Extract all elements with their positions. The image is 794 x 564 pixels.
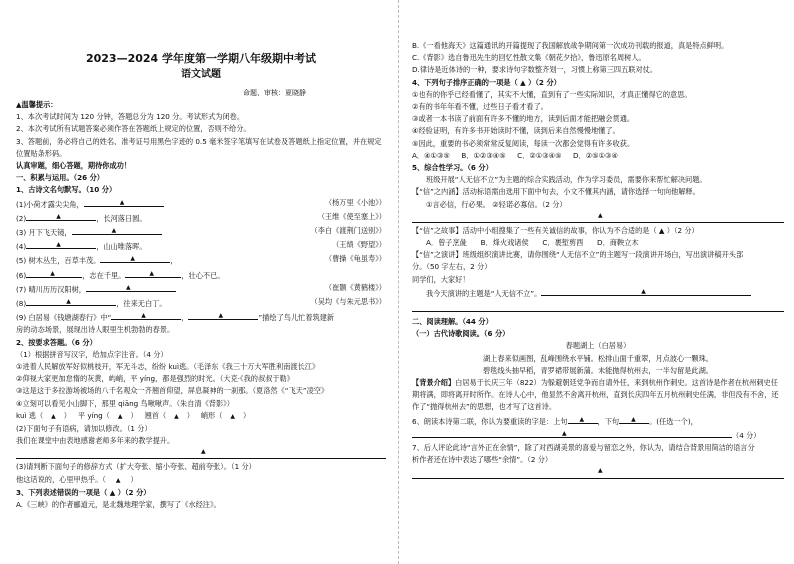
q1-item: (2) ▲ ，长河落日圆。 （王维《使至塞上》） (16, 211, 386, 223)
answer-blank[interactable]: ▲ (26, 239, 96, 249)
q4-options: A．④①③⑤ B．①②③④⑤ C．②①③④⑤ D．②⑤①③④ (412, 150, 618, 160)
answer-blank[interactable]: ▲ (100, 253, 170, 263)
q5-p3b: 分。（50 字左右，2 分） (412, 262, 492, 272)
notice-slogan: 认真审题，细心答题，期待你成功！ (16, 161, 132, 171)
q2-heading: 2、按要求答题。（6 分） (16, 337, 97, 347)
notice-heading: ▲温馨提示： (16, 100, 58, 109)
answer-line[interactable]: ▲ (16, 448, 386, 459)
q2-sub: (3)请判断下面句子的修辞方式（扩大夸张、缩小夸张、超前夸张）。（1 分） (16, 462, 256, 472)
q1-item: 房的动态场景，展现出诗人眼里生机勃勃的春景。 (16, 325, 175, 335)
answer-blank[interactable]: ▲ (541, 286, 751, 296)
q1-item: (3) 月下飞天镜， ▲ （李白《渡荆门送别》） (16, 226, 386, 238)
answer-line[interactable] (412, 301, 784, 312)
notice-item: 3、答题前，务必将自己的姓名、准考证号用黑色字迹的 0.5 毫米签字笔填写在试卷及答题纸上指定位置，并在规定位置贴条形码。 (16, 136, 382, 158)
answer-blank[interactable]: ▲ (111, 310, 181, 320)
q4-item: ④经验证明，有许多书开始读时不懂，读到后来自然慢慢地懂了。 (412, 126, 620, 136)
q7: 7、后人评论此诗“言外正在余情”，除了对西湖美景的喜爱与留恋之外，你认为，请结合背景用简洁的语言分 (412, 443, 755, 453)
q2-line: ④立刻可以看见小山脚下，那里 qiāng 鸟啾啾声。（朱自清《背影》） (16, 398, 234, 408)
pinyin-answers: kuì 逃（ ▲ ） 平 yíng（ ▲ ） 翘首（ ▲ ） 峭形（ ▲ ） (16, 410, 251, 420)
background-intro: 【背景介绍】白居易于长庆三年（822）为躲避朝廷党争而自请外任，来到杭州作刺史。这首诗是作者在杭州刺史任期将满，即将离开时所作。在诗人心中，他显然不舍离开杭州，直到长庆四年五月杭州刺史任满，非但没有不舍，还作了“抛得杭州去”的思想，也才写了这首诗。 (412, 378, 779, 412)
answer-blank[interactable]: ▲ (125, 268, 181, 278)
q2-sentence: 他这话说的，心里甲热乎。（ ▲ ） (16, 474, 138, 484)
q4-item: ③或者一本书读了前面有许多不懂的地方，读到后面才能把融会贯通。 (412, 114, 635, 124)
q2-line: ①进着人民解放军好似桃枝开，军无斗志，纷纷 kuì逃。（毛泽东《我三十万大军胜利南渡长江》 (16, 362, 320, 372)
answer-line[interactable]: ▲ (412, 468, 784, 479)
q3-option-c: C.《背影》选自鲁迅先生的回忆性散文集《朝花夕拾》，鲁迅原名周树人。 (412, 53, 646, 63)
q2-line: ②仰视大家更加怠惰的灰黄，屿峭，平 yíng，都是强烈的时光。（大克·《我的叔叔于勒》 (16, 374, 294, 384)
q5-greet: 同学们，大家好！ (412, 274, 470, 284)
fold-line (398, 0, 399, 564)
q7b: 析作者还在诗中表达了哪些“余情”。（2 分） (412, 455, 553, 465)
answer-blank[interactable]: ▲ (26, 268, 82, 278)
q1-item: (1)小荷才露尖尖角， ▲ （杨万里《小池》） (16, 197, 386, 209)
q3-option-a: A.《三峡》的作者郦道元，是北魏地理学家，撰写了《水经注》。 (16, 500, 221, 510)
q3-option-b: B.《一看他海天》这篇通讯的开篇提现了我国解放战争期间第一次成功刊载的报道，真是特点鲜明。 (412, 41, 729, 50)
q4-item: ⑤因此，重要的书必须常常反复阅读，每读一次都会觉得有许多收获。 (412, 138, 635, 148)
left-column (16, 36, 386, 511)
answer-blank[interactable]: ▲ (619, 414, 649, 424)
answer-line[interactable]: ▲ (412, 212, 784, 223)
q2-line: ③这是这于多拉游场被场的八千名观众一齐翘首仰望，屏息凝神的一刹那。（夏洛然《“飞天”凌空》 (16, 386, 329, 396)
q2-sub: (2)下面句子有语病，请加以修改。（1 分） (16, 424, 152, 434)
q5-p2-options: A．曾子烹彘 B．烽火戏诸侯 C．裹堑剪酉 D．商鞅立木 (426, 238, 639, 248)
q3-heading: 3、下列表述错误的一项是（ ▲ ）（2 分） (16, 487, 151, 497)
answer-blank[interactable]: ▲ (72, 225, 162, 235)
answer-blank[interactable]: ▲ (26, 211, 96, 221)
q1-heading: 1、古诗文名句默写。（10 分） (16, 185, 117, 195)
q1-item: (6) ▲ ，志在千里。 ▲ ，壮心不已。 (16, 269, 225, 280)
answer-blank[interactable]: ▲ (26, 296, 116, 306)
q4-item: ①也有的你乎已经看懂了，其实不大懂，直到有了一些实际知识，才真正懂得它的意思。 (412, 89, 692, 99)
q5-theme: 我今天演讲的主题是“人无信不立”。 ▲ (412, 286, 784, 300)
part2-sub: （一）古代诗歌阅读。（6 分） (412, 329, 510, 339)
q2-sentence: 我们在课堂中由表地感谢老师多年来的教学提升。 (16, 436, 175, 446)
q1-item: (4) ▲ ，山山唯落晖。 （王绩《野望》） (16, 240, 386, 252)
part2-heading: 二、阅读理解。（44 分） (412, 317, 493, 327)
q4-heading: 4、下列句子排序正确的一项是（ ▲ ）（2 分） (412, 77, 561, 87)
q6-answer: ▲ （4 分） (412, 428, 784, 442)
authors: 命题、审核：夏晓静 (243, 89, 306, 97)
q1-item: (9) 白居易《钱塘湖春行》中“ ▲ ， ▲ ”描绘了鸟儿忙着筑建新 (16, 312, 335, 323)
q1-item: (7) 晴川历历汉阳树， ▲ （崔颢《黄鹤楼》） (16, 282, 386, 294)
exam-title: 2023—2024 学年度第一学期八年级期中考试 (85, 52, 317, 65)
q1-item: (8) ▲ ，往来无白丁。 （吴均《与朱元思书》） (16, 297, 386, 309)
answer-blank[interactable]: ▲ (568, 414, 598, 424)
q4-item: ②有的书年年看不懂，过些日子看才看了。 (412, 102, 548, 112)
q5-p1-options: ①言必信，行必果。 ②轻诺必寡信。（2 分） (426, 199, 567, 209)
q6: 6、朗读本诗第二联，你认为要重读的字是：上句 ▲ ，下句 ▲ 。(任选一个)， (412, 415, 698, 426)
q5-intro: 班级开展“人无信不立”为主题的综合实践活动，作为学习委员，需要你来帮忙解决问题。 (426, 175, 707, 185)
q3-option-d: D.律诗是近体诗的一种，要求诗句字数整齐划一，习惯上称第三四五联对仗。 (412, 65, 658, 75)
poem-line: 湖上春来似画图，乱峰围绕水平铺。松排山面千重翠，月点波心一颗珠。 (482, 353, 713, 363)
poem-title: 春题湖上（白居易） (565, 341, 631, 351)
q2-sub: （1）根据拼音写汉字，给加点字注音。（4 分） (16, 349, 168, 359)
answer-blank[interactable]: ▲ (188, 310, 258, 320)
right-column (412, 40, 784, 481)
part1-heading: 一、积累与运用。（26 分） (16, 173, 104, 183)
exam-subtitle: 语文试题 (181, 69, 221, 80)
q5-p1: 【“信”之内涵】活动标语需由选用下面中句去，小文不懂其内涵，请你选择一句向他解释。 (412, 187, 700, 197)
notice-item: 2、本次考试所有试题答案必须作答在答题纸上规定的位置，否则不给分。 (16, 124, 251, 134)
answer-blank[interactable]: ▲ (86, 282, 176, 292)
q5-p3: 【“信”之演讲】班级组织演讲比赛，请你围绕“人无信不立”的主题写一段演讲开场白，写出演讲稿开头部 (412, 250, 744, 260)
notice-item: 1、本次考试时间为 120 分钟，答题总分为 120 分。考试形式为闭卷。 (16, 112, 245, 122)
poem-line: 碧毯线头抽早稻，青罗裙带展新蒲。未能抛得杭州去，一半勾留是此湖。 (482, 365, 713, 375)
answer-blank[interactable]: ▲ (412, 428, 732, 438)
q5-heading: 5、综合性学习。（6 分） (412, 163, 493, 173)
q5-p2: 【“信”之故事】活动中小组搜集了一些有关诚信的故事，你认为不合适的是（ ▲ ）（2 分） (412, 225, 699, 235)
answer-blank[interactable]: ▲ (84, 197, 164, 207)
q1-item: (5) 树木丛生，百草丰茂。 ▲ ， （曹操《龟虽寿》） (16, 254, 386, 266)
